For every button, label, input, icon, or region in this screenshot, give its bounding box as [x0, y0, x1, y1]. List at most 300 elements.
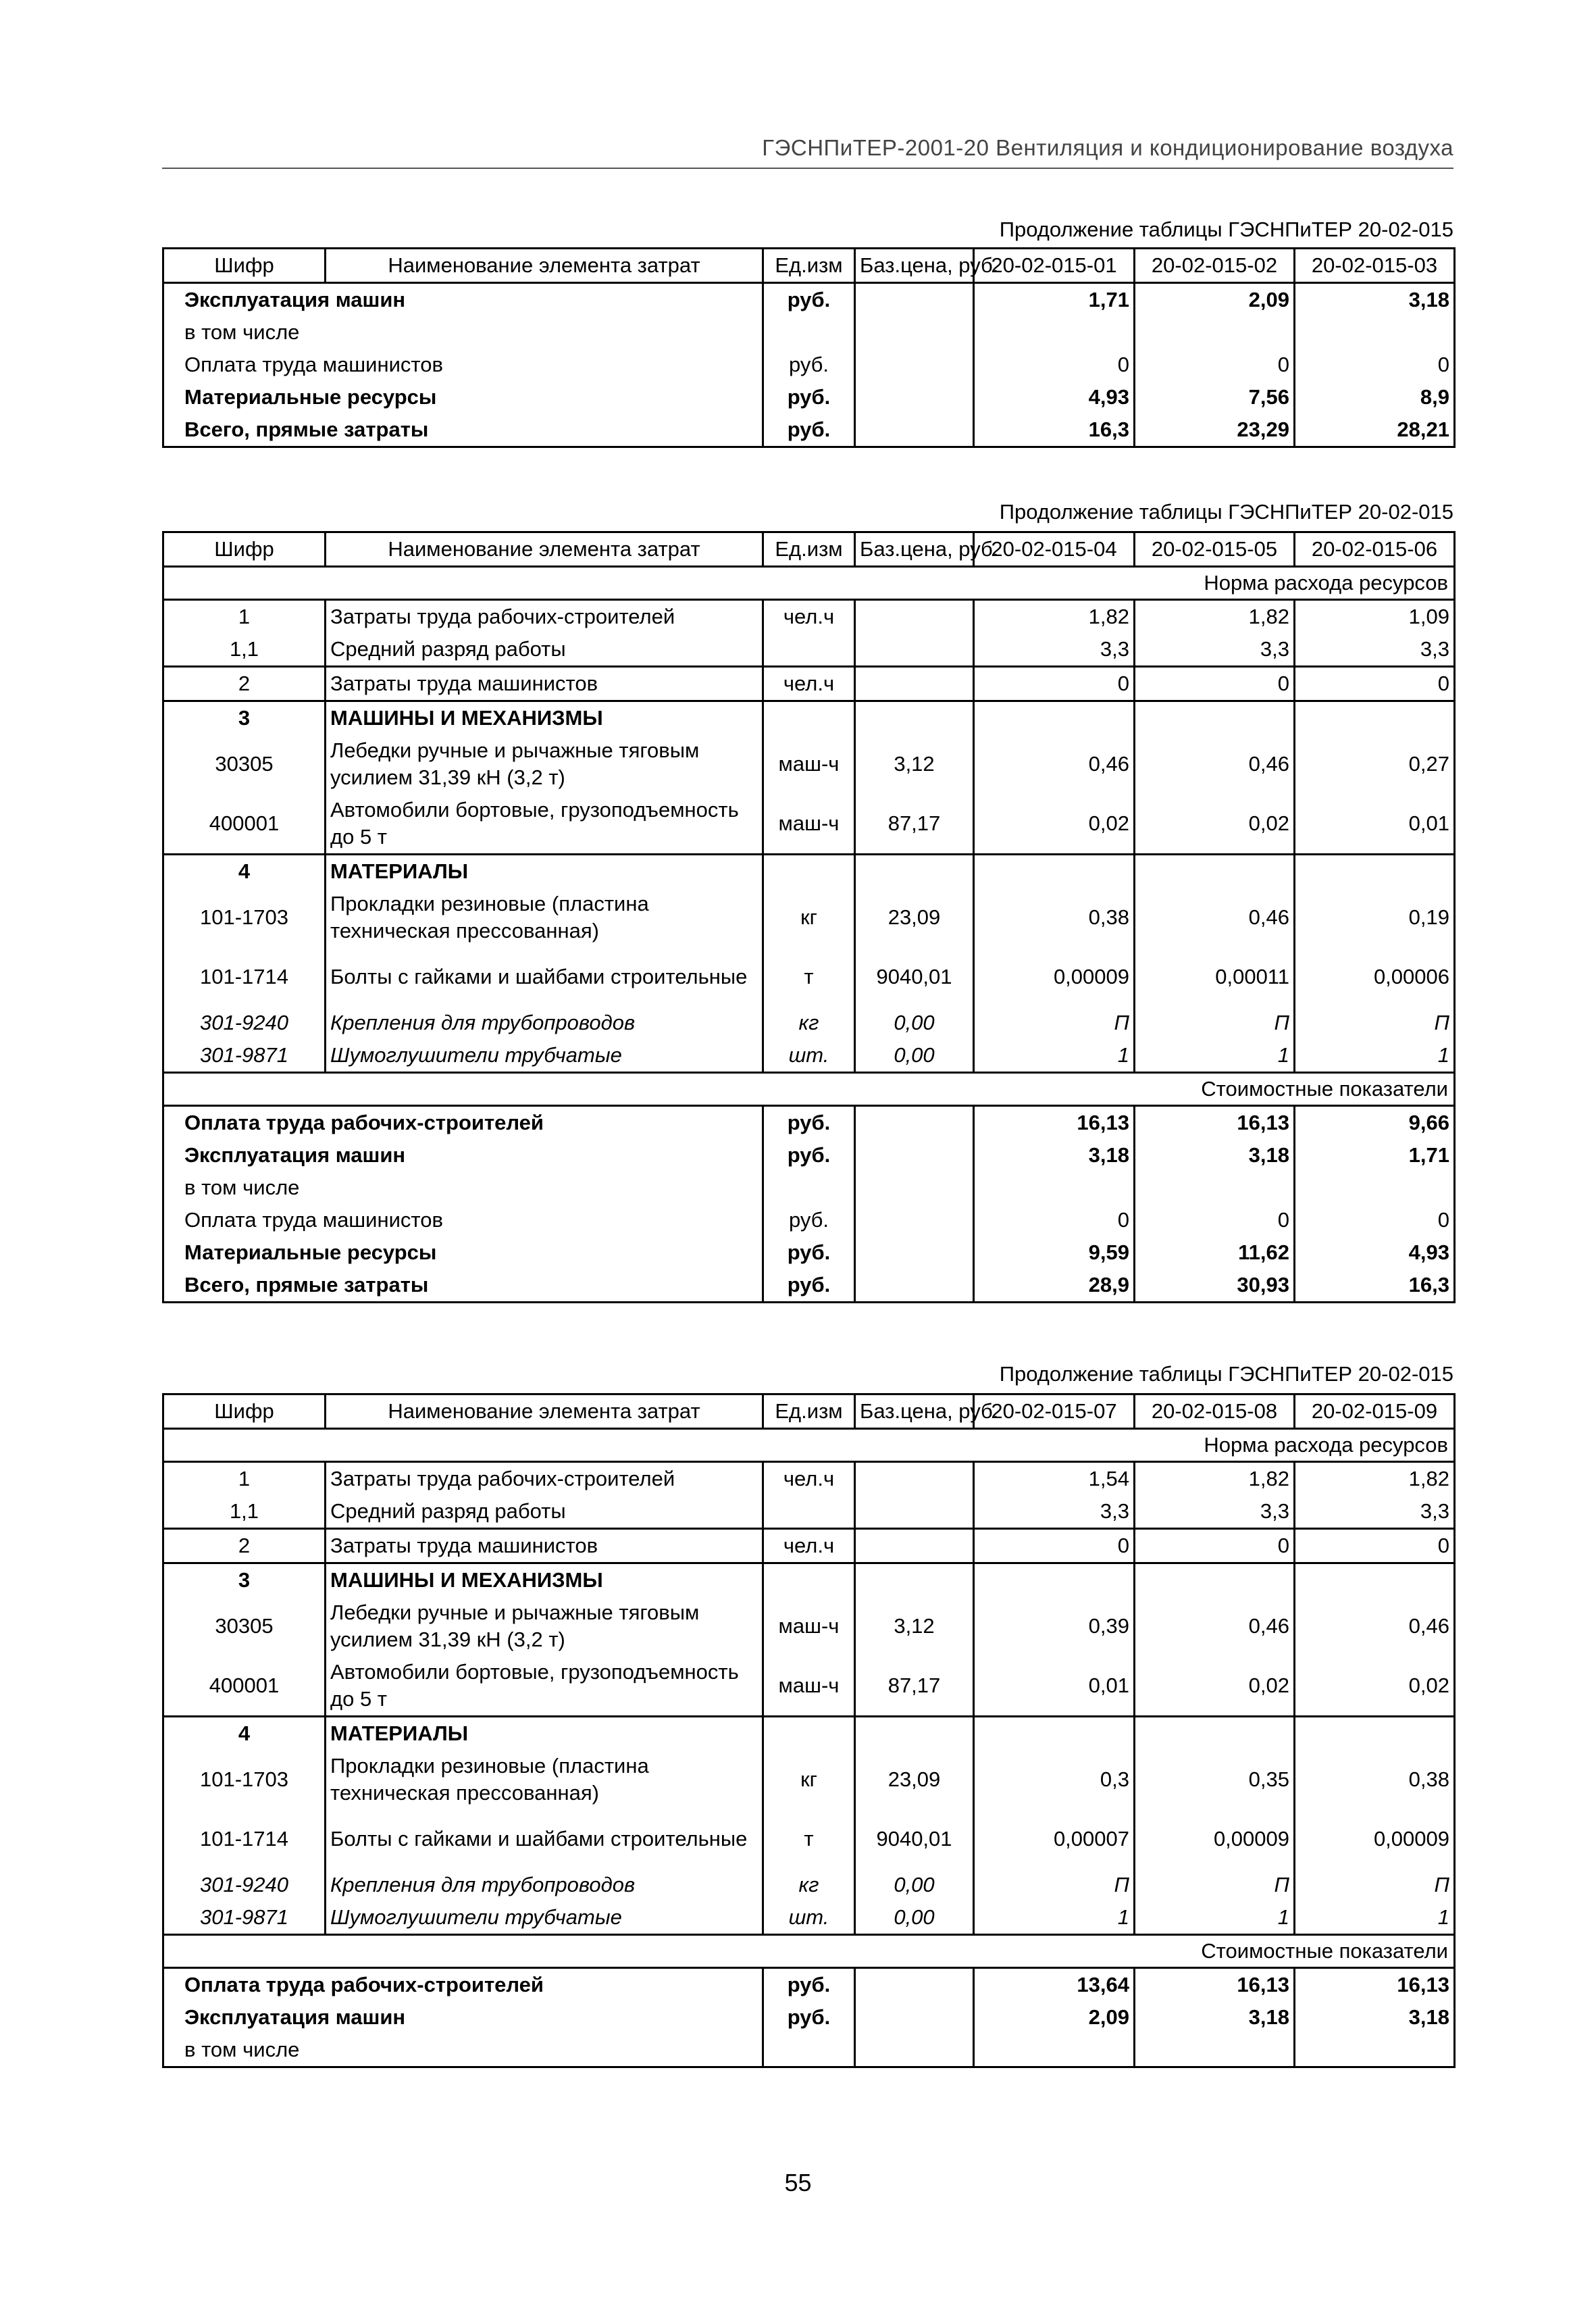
cell-unit: руб.: [763, 349, 855, 381]
cell-value: 0,02: [1295, 1656, 1455, 1717]
cell-value: 0: [1135, 667, 1295, 701]
cell-code: 301-9871: [163, 1901, 326, 1935]
cell-unit: руб.: [763, 1968, 855, 2002]
cell-value: П: [974, 1869, 1135, 1901]
cell-price: [855, 1106, 974, 1140]
col-header-1: 20-02-015-07: [974, 1394, 1135, 1429]
cell-code: 2: [163, 1529, 326, 1563]
cell-code: 101-1703: [163, 888, 326, 947]
cell-value: 3,18: [974, 1139, 1135, 1172]
cell-name: МАШИНЫ И МЕХАНИЗМЫ: [326, 701, 763, 735]
cell-price: [855, 701, 974, 735]
col-name-header: Наименование элемента затрат: [326, 249, 763, 283]
cell-unit: чел.ч: [763, 667, 855, 701]
summary-row: [163, 1236, 1455, 1269]
cell-value: 0,00006: [1295, 947, 1455, 1007]
cell-unit: руб.: [763, 1106, 855, 1140]
cell-unit: чел.ч: [763, 1462, 855, 1496]
cell-unit: шт.: [763, 1901, 855, 1935]
cell-summary-name: в том числе: [163, 2034, 763, 2067]
cell-value: [974, 1563, 1135, 1597]
cell-price: [855, 1462, 974, 1496]
cell-value: [1135, 1172, 1295, 1204]
cell-value: 3,18: [1135, 1139, 1295, 1172]
cell-code: 2: [163, 667, 326, 701]
costs-section-label: Стоимостные показатели: [163, 1073, 1455, 1106]
cell-price: 0,00: [855, 1007, 974, 1039]
table-row: [163, 794, 1455, 855]
cell-unit: чел.ч: [763, 600, 855, 634]
cell-price: 3,12: [855, 734, 974, 794]
cell-code: 301-9240: [163, 1869, 326, 1901]
cell-value: [974, 855, 1135, 888]
cell-unit: [763, 633, 855, 667]
cell-value: 16,13: [1135, 1968, 1295, 2002]
table-row: [163, 1869, 1455, 1901]
cell-summary-name: Оплата труда рабочих-строителей: [163, 1106, 763, 1140]
cell-value: 1,71: [1295, 1139, 1455, 1172]
cell-price: [855, 1269, 974, 1303]
cell-value: 1: [974, 1901, 1135, 1935]
cell-value: [1295, 1172, 1455, 1204]
cell-value: 23,29: [1135, 413, 1295, 447]
cell-value: 1,54: [974, 1462, 1135, 1496]
cell-name: Крепления для трубопроводов: [326, 1007, 763, 1039]
table-row: [163, 1462, 1455, 1496]
cell-price: [855, 1139, 974, 1172]
table-row: [163, 1750, 1455, 1809]
cell-price: [855, 1204, 974, 1236]
cell-value: 0,3: [974, 1750, 1135, 1809]
cell-price: [855, 1717, 974, 1751]
cell-code: 30305: [163, 734, 326, 794]
cell-value: 1: [1135, 1901, 1295, 1935]
cell-value: 1,71: [974, 283, 1135, 317]
costs-section-row: [163, 1073, 1455, 1106]
table1-header-row: [163, 249, 1455, 283]
cell-price: [855, 413, 974, 447]
summary-row: [163, 1269, 1455, 1303]
cell-summary-name: Оплата труда рабочих-строителей: [163, 1968, 763, 2002]
col-header-2: 20-02-015-05: [1135, 532, 1295, 567]
cell-summary-name: Всего, прямые затраты: [163, 1269, 763, 1303]
norms-section-label: Норма расхода ресурсов: [163, 1429, 1455, 1462]
cell-value: 30,93: [1135, 1269, 1295, 1303]
cell-price: [855, 2001, 974, 2034]
cell-value: 1: [1295, 1039, 1455, 1073]
cell-summary-name: Эксплуатация машин: [163, 1139, 763, 1172]
table-row: [163, 1039, 1455, 1073]
cell-price: 23,09: [855, 888, 974, 947]
cell-value: [1295, 1563, 1455, 1597]
cell-value: [974, 316, 1135, 349]
cell-value: 9,66: [1295, 1106, 1455, 1140]
cell-name: Затраты труда машинистов: [326, 667, 763, 701]
cell-unit: [763, 1495, 855, 1529]
cell-code: 301-9240: [163, 1007, 326, 1039]
norms-section-row: [163, 1429, 1455, 1462]
cell-price: 87,17: [855, 794, 974, 855]
cell-price: [855, 1172, 974, 1204]
cell-value: 1: [1135, 1039, 1295, 1073]
cell-name: МАШИНЫ И МЕХАНИЗМЫ: [326, 1563, 763, 1597]
cell-unit: руб.: [763, 381, 855, 413]
table-row: [163, 1563, 1455, 1597]
table2: [162, 531, 1456, 1303]
cell-name: Автомобили бортовые, грузоподъемность до 5 т: [326, 1656, 763, 1717]
cell-unit: [763, 701, 855, 735]
cell-unit: чел.ч: [763, 1529, 855, 1563]
cell-value: 16,3: [974, 413, 1135, 447]
cell-value: 1: [1295, 1901, 1455, 1935]
summary-row: [163, 349, 1455, 381]
cell-value: 11,62: [1135, 1236, 1295, 1269]
col-unit-header: Ед.изм: [763, 249, 855, 283]
cell-value: 0,46: [1295, 1596, 1455, 1656]
cell-unit: руб.: [763, 413, 855, 447]
summary-row: [163, 1204, 1455, 1236]
cell-name: Затраты труда рабочих-строителей: [326, 600, 763, 634]
cell-name: Болты с гайками и шайбами строительные: [326, 1809, 763, 1869]
cell-summary-name: Оплата труда машинистов: [163, 349, 763, 381]
cell-value: 0: [1135, 1204, 1295, 1236]
cell-value: 3,18: [1295, 2001, 1455, 2034]
cell-value: 0,46: [1135, 888, 1295, 947]
cell-value: 1,82: [1135, 600, 1295, 634]
table-row: [163, 1901, 1455, 1935]
cell-unit: [763, 2034, 855, 2067]
cell-value: 28,21: [1295, 413, 1455, 447]
cell-value: [1135, 2034, 1295, 2067]
cell-code: 3: [163, 701, 326, 735]
cell-price: [855, 1495, 974, 1529]
cell-value: 0: [974, 349, 1135, 381]
cell-name: Крепления для трубопроводов: [326, 1869, 763, 1901]
cell-value: [1295, 701, 1455, 735]
table-row: [163, 633, 1455, 667]
cell-value: 3,3: [1295, 633, 1455, 667]
col-header-1: 20-02-015-04: [974, 532, 1135, 567]
cell-code: 400001: [163, 1656, 326, 1717]
cell-unit: руб.: [763, 283, 855, 317]
table-row: [163, 701, 1455, 735]
table-row: [163, 1596, 1455, 1656]
summary-row: [163, 316, 1455, 349]
cell-price: [855, 1529, 974, 1563]
cell-summary-name: Материальные ресурсы: [163, 381, 763, 413]
cell-unit: руб.: [763, 1269, 855, 1303]
col-header-3: 20-02-015-09: [1295, 1394, 1455, 1429]
col-header-3: 20-02-015-06: [1295, 532, 1455, 567]
table2-header-row: [163, 532, 1455, 567]
cell-name: Прокладки резиновые (пластина техническая прессованная): [326, 1750, 763, 1809]
table-row: [163, 1656, 1455, 1717]
cell-name: Затраты труда рабочих-строителей: [326, 1462, 763, 1496]
table-row: [163, 888, 1455, 947]
summary-row: [163, 1172, 1455, 1204]
cell-value: [1135, 1717, 1295, 1751]
cell-value: 0,46: [974, 734, 1135, 794]
table-row: [163, 1717, 1455, 1751]
cell-value: 0: [1295, 1204, 1455, 1236]
cell-value: 0,46: [1135, 1596, 1295, 1656]
summary-row: [163, 1968, 1455, 2002]
cell-unit: маш-ч: [763, 1596, 855, 1656]
cell-value: 0,00011: [1135, 947, 1295, 1007]
summary-row: [163, 1139, 1455, 1172]
summary-row: [163, 283, 1455, 317]
table-row: [163, 734, 1455, 794]
norms-section-row: [163, 567, 1455, 600]
cell-value: 0: [974, 667, 1135, 701]
cell-unit: [763, 1717, 855, 1751]
cell-price: 3,12: [855, 1596, 974, 1656]
cell-summary-name: Материальные ресурсы: [163, 1236, 763, 1269]
cell-value: 0: [1295, 349, 1455, 381]
cell-name: Средний разряд работы: [326, 633, 763, 667]
col-unit-header: Ед.изм: [763, 532, 855, 567]
cell-summary-name: Всего, прямые затраты: [163, 413, 763, 447]
cell-value: 0: [974, 1529, 1135, 1563]
cell-summary-name: Эксплуатация машин: [163, 283, 763, 317]
cell-value: П: [1295, 1869, 1455, 1901]
cell-unit: маш-ч: [763, 794, 855, 855]
table-row: [163, 667, 1455, 701]
cell-value: 3,3: [974, 1495, 1135, 1529]
summary-row: [163, 2034, 1455, 2067]
cell-code: 400001: [163, 794, 326, 855]
cell-name: Прокладки резиновые (пластина техническая прессованная): [326, 888, 763, 947]
norms-section-label: Норма расхода ресурсов: [163, 567, 1455, 600]
cell-unit: кг: [763, 1007, 855, 1039]
cell-price: [855, 283, 974, 317]
cell-code: 4: [163, 855, 326, 888]
cell-value: 1,82: [974, 600, 1135, 634]
summary-row: [163, 381, 1455, 413]
cell-value: 0: [1295, 667, 1455, 701]
cell-value: 0,00009: [1295, 1809, 1455, 1869]
cell-value: 8,9: [1295, 381, 1455, 413]
cell-price: [855, 381, 974, 413]
cell-name: Шумоглушители трубчатые: [326, 1901, 763, 1935]
col-name-header: Наименование элемента затрат: [326, 1394, 763, 1429]
cell-price: [855, 667, 974, 701]
cell-value: 0,01: [1295, 794, 1455, 855]
table-row: [163, 600, 1455, 634]
cell-code: 1,1: [163, 1495, 326, 1529]
cell-price: [855, 1236, 974, 1269]
cell-value: 2,09: [974, 2001, 1135, 2034]
cell-price: [855, 1968, 974, 2002]
col-header-2: 20-02-015-08: [1135, 1394, 1295, 1429]
costs-section-label: Стоимостные показатели: [163, 1935, 1455, 1968]
cell-price: [855, 2034, 974, 2067]
costs-section-row: [163, 1935, 1455, 1968]
table2-caption: Продолжение таблицы ГЭСНПиТЕР 20-02-015: [999, 500, 1453, 524]
col-code-header: Шифр: [163, 1394, 326, 1429]
table-row: [163, 855, 1455, 888]
table-row: [163, 1529, 1455, 1563]
cell-unit: [763, 316, 855, 349]
cell-value: 0: [1135, 1529, 1295, 1563]
cell-value: 16,13: [974, 1106, 1135, 1140]
cell-value: 0,01: [974, 1656, 1135, 1717]
page-number: 55: [784, 2169, 812, 2196]
cell-value: 3,3: [974, 633, 1135, 667]
cell-unit: маш-ч: [763, 1656, 855, 1717]
cell-value: 0,38: [1295, 1750, 1455, 1809]
cell-value: 0: [974, 1204, 1135, 1236]
cell-value: 0: [1135, 349, 1295, 381]
cell-value: 0,00009: [1135, 1809, 1295, 1869]
cell-name: МАТЕРИАЛЫ: [326, 1717, 763, 1751]
cell-value: 13,64: [974, 1968, 1135, 2002]
summary-row: [163, 1106, 1455, 1140]
cell-value: [974, 701, 1135, 735]
col-header-1: 20-02-015-01: [974, 249, 1135, 283]
cell-unit: руб.: [763, 1204, 855, 1236]
cell-name: Шумоглушители трубчатые: [326, 1039, 763, 1073]
cell-price: 0,00: [855, 1901, 974, 1935]
cell-value: 2,09: [1135, 283, 1295, 317]
cell-value: 3,3: [1135, 633, 1295, 667]
table-row: [163, 947, 1455, 1007]
cell-value: 0,35: [1135, 1750, 1295, 1809]
cell-value: [974, 1172, 1135, 1204]
cell-price: 0,00: [855, 1869, 974, 1901]
table3-header-row: [163, 1394, 1455, 1429]
cell-name: Автомобили бортовые, грузоподъемность до 5 т: [326, 794, 763, 855]
cell-value: [974, 1717, 1135, 1751]
cell-price: 0,00: [855, 1039, 974, 1073]
cell-price: 9040,01: [855, 947, 974, 1007]
cell-unit: [763, 1172, 855, 1204]
table-row: [163, 1495, 1455, 1529]
cell-value: 0,02: [1135, 794, 1295, 855]
cell-unit: т: [763, 1809, 855, 1869]
table1: [162, 247, 1456, 448]
cell-value: [1295, 316, 1455, 349]
cell-value: 0,39: [974, 1596, 1135, 1656]
cell-value: 0,02: [1135, 1656, 1295, 1717]
cell-value: 16,3: [1295, 1269, 1455, 1303]
cell-value: П: [974, 1007, 1135, 1039]
cell-unit: кг: [763, 1869, 855, 1901]
cell-value: 28,9: [974, 1269, 1135, 1303]
cell-value: 0,27: [1295, 734, 1455, 794]
table-row: [163, 1809, 1455, 1869]
cell-unit: [763, 1563, 855, 1597]
cell-code: 1: [163, 600, 326, 634]
col-header-2: 20-02-015-02: [1135, 249, 1295, 283]
cell-name: Затраты труда машинистов: [326, 1529, 763, 1563]
cell-value: 9,59: [974, 1236, 1135, 1269]
cell-unit: кг: [763, 1750, 855, 1809]
cell-value: 0,00009: [974, 947, 1135, 1007]
cell-unit: маш-ч: [763, 734, 855, 794]
cell-price: [855, 316, 974, 349]
cell-value: 4,93: [974, 381, 1135, 413]
cell-unit: кг: [763, 888, 855, 947]
col-header-3: 20-02-015-03: [1295, 249, 1455, 283]
cell-price: [855, 855, 974, 888]
table1-caption: Продолжение таблицы ГЭСНПиТЕР 20-02-015: [999, 218, 1453, 241]
cell-summary-name: Оплата труда машинистов: [163, 1204, 763, 1236]
summary-row: [163, 2001, 1455, 2034]
cell-value: [1295, 1717, 1455, 1751]
cell-value: 16,13: [1135, 1106, 1295, 1140]
cell-value: 3,3: [1295, 1495, 1455, 1529]
cell-code: 101-1703: [163, 1750, 326, 1809]
col-unit-header: Ед.изм: [763, 1394, 855, 1429]
cell-value: 3,3: [1135, 1495, 1295, 1529]
table-row: [163, 1007, 1455, 1039]
cell-summary-name: в том числе: [163, 316, 763, 349]
cell-unit: [763, 855, 855, 888]
cell-value: [1295, 2034, 1455, 2067]
table3: [162, 1393, 1456, 2068]
cell-code: 4: [163, 1717, 326, 1751]
cell-unit: шт.: [763, 1039, 855, 1073]
cell-value: 3,18: [1295, 283, 1455, 317]
cell-code: 1: [163, 1462, 326, 1496]
cell-summary-name: Эксплуатация машин: [163, 2001, 763, 2034]
cell-code: 101-1714: [163, 947, 326, 1007]
cell-value: 16,13: [1295, 1968, 1455, 2002]
cell-price: [855, 1563, 974, 1597]
cell-value: [1135, 701, 1295, 735]
running-header: [162, 132, 1453, 169]
cell-price: [855, 633, 974, 667]
cell-value: [1295, 855, 1455, 888]
col-price-header: Баз.цена, руб.: [855, 249, 974, 283]
cell-value: П: [1295, 1007, 1455, 1039]
cell-price: 9040,01: [855, 1809, 974, 1869]
cell-price: 23,09: [855, 1750, 974, 1809]
cell-name: МАТЕРИАЛЫ: [326, 855, 763, 888]
cell-value: [1135, 316, 1295, 349]
cell-unit: руб.: [763, 1236, 855, 1269]
cell-value: 0,38: [974, 888, 1135, 947]
cell-unit: т: [763, 947, 855, 1007]
cell-value: [974, 2034, 1135, 2067]
cell-code: 1,1: [163, 633, 326, 667]
cell-value: 0,02: [974, 794, 1135, 855]
cell-value: 7,56: [1135, 381, 1295, 413]
cell-unit: руб.: [763, 1139, 855, 1172]
cell-code: 30305: [163, 1596, 326, 1656]
cell-name: Лебедки ручные и рычажные тяговым усилием 31,39 кН (3,2 т): [326, 734, 763, 794]
cell-code: 101-1714: [163, 1809, 326, 1869]
table3-caption: Продолжение таблицы ГЭСНПиТЕР 20-02-015: [999, 1362, 1453, 1386]
cell-price: [855, 600, 974, 634]
cell-value: 1,82: [1135, 1462, 1295, 1496]
cell-code: 3: [163, 1563, 326, 1597]
cell-price: 87,17: [855, 1656, 974, 1717]
cell-value: 0,46: [1135, 734, 1295, 794]
cell-value: [1135, 1563, 1295, 1597]
cell-value: 3,18: [1135, 2001, 1295, 2034]
col-name-header: Наименование элемента затрат: [326, 532, 763, 567]
cell-value: 0,00007: [974, 1809, 1135, 1869]
cell-value: [1135, 855, 1295, 888]
col-price-header: Баз.цена, руб.: [855, 1394, 974, 1429]
cell-value: П: [1135, 1007, 1295, 1039]
cell-unit: руб.: [763, 2001, 855, 2034]
cell-value: 4,93: [1295, 1236, 1455, 1269]
col-code-header: Шифр: [163, 532, 326, 567]
col-code-header: Шифр: [163, 249, 326, 283]
